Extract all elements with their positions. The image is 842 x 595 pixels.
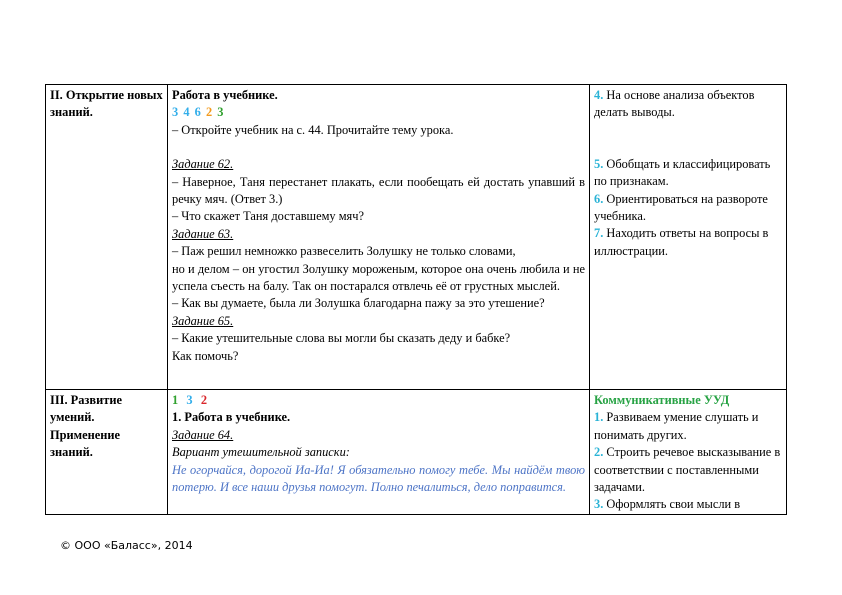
task-number: 4 bbox=[183, 105, 190, 120]
task-63-line-2: но и делом – он угостил Золушку мороженым, которое она очень любила и не успела съесть на балу. Так он постарался отвлечь её от грустных мыслей. bbox=[172, 261, 585, 294]
task-65-question-2: Как помочь? bbox=[172, 348, 239, 363]
uud-item: 3. Оформлять свои мысли в bbox=[594, 497, 741, 512]
content-cell bbox=[168, 390, 590, 515]
task-number: 2 bbox=[200, 393, 208, 407]
table-row bbox=[46, 85, 787, 390]
uud-item: 7. Находить ответы на вопросы в иллюстрации. bbox=[594, 226, 769, 258]
stage-cell bbox=[46, 390, 168, 515]
uud-item: 2. Строить речевое высказывание в соответствии с поставленными задачами. bbox=[594, 445, 781, 495]
uud-cell bbox=[590, 390, 787, 515]
intro-text: – Откройте учебник на с. 44. Прочитайте тему урока. bbox=[172, 122, 454, 137]
task-62-title: Задание 62. bbox=[172, 157, 234, 172]
task-number: 3 bbox=[186, 393, 193, 407]
task-number: 6 bbox=[194, 105, 201, 120]
uud-item: 5. Обобщать и классифицировать по признакам. bbox=[594, 156, 771, 189]
task-65-question-1: – Какие утешительные слова вы могли бы сказать деду и бабке? bbox=[172, 331, 511, 346]
task-63-question: – Как вы думаете, была ли Золушка благодарна пажу за это утешение? bbox=[172, 296, 545, 311]
table-row bbox=[46, 390, 787, 515]
task-65-title: Задание 65. bbox=[172, 313, 234, 328]
uud-item: 6. Ориентироваться на развороте учебника. bbox=[594, 191, 768, 224]
task-62-question-2: – Что скажет Таня доставшему мяч? bbox=[172, 209, 364, 224]
lesson-table bbox=[45, 84, 787, 515]
uud-item: 4. На основе анализа объектов делать выводы. bbox=[594, 88, 755, 120]
stage-label: III. Развитие умений. Применение знаний. bbox=[50, 393, 122, 460]
task-number: 1 bbox=[172, 393, 179, 407]
task-64-title: Задание 64. bbox=[172, 427, 234, 442]
consolation-note: Не огорчайся, дорогой Иа-Иа! Я обязательно помогу тебе. Мы найдём твою потерю. И все наши друзья помогут. Полно печалиться, дело поправится. bbox=[172, 462, 585, 495]
task-numbers bbox=[172, 392, 585, 409]
uud-item: 1. Развиваем умение слушать и понимать других. bbox=[594, 410, 759, 442]
copyright-footer: © ООО «Баласс», 2014 bbox=[60, 539, 193, 552]
stage-cell bbox=[46, 85, 168, 390]
stage-label: II. Открытие новых знаний. bbox=[50, 88, 163, 120]
work-title: 1. Работа в учебнике. bbox=[172, 410, 291, 425]
uud-title: Коммуникативные УУД bbox=[594, 393, 730, 407]
variant-label: Вариант утешительной записки: bbox=[172, 445, 350, 460]
task-63-title: Задание 63. bbox=[172, 226, 234, 241]
content-cell bbox=[168, 85, 590, 390]
task-62-question-1: – Наверное, Таня перестанет плакать, если пообещать ей достать упавший в речку мяч. (Ответ 3.) bbox=[172, 174, 585, 207]
work-title: Работа в учебнике. bbox=[172, 88, 278, 102]
uud-cell bbox=[590, 85, 787, 390]
task-63-line-1: – Паж решил немножко развеселить Золушку не только словами, bbox=[172, 244, 516, 259]
task-numbers bbox=[172, 104, 585, 121]
task-number: 3 bbox=[217, 105, 224, 120]
task-number: 2 bbox=[205, 105, 213, 120]
task-number: 3 bbox=[172, 105, 179, 120]
